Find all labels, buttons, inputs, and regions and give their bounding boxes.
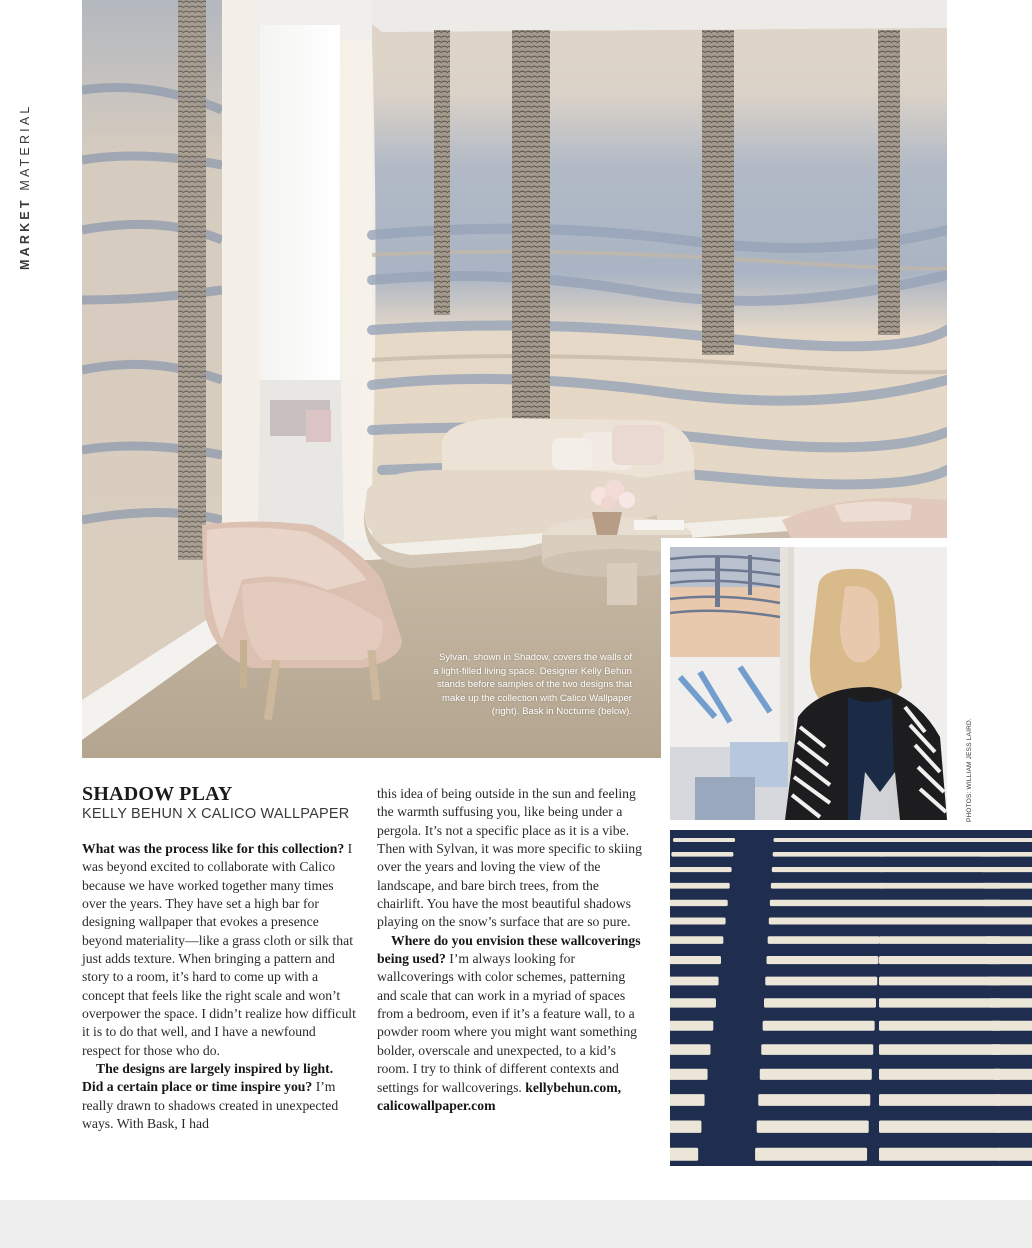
pattern-stripe xyxy=(981,867,1032,872)
pattern-stripe xyxy=(879,1021,1001,1031)
pattern-stripe xyxy=(764,998,876,1007)
article-column-1 xyxy=(82,840,357,1134)
photo-credit: PHOTOS: WILLIAM JESS LAIRD. xyxy=(966,718,973,822)
answer-3: I’m always looking for wallcoverings with color schemes, patterning and scale that can work in a myriad of spaces from a bedroom, even if it’s a feature wall, to a powder room where you might want something bolder, overscale and unexpected, to a kid’s room. I try to think of different contexts and settings for wallcoverings. xyxy=(377,951,638,1095)
bask-nocturne-sample-photo xyxy=(670,830,1032,1166)
pattern-stripe xyxy=(670,1021,713,1031)
pattern-stripe xyxy=(761,1044,873,1055)
pattern-stripe xyxy=(757,1120,869,1132)
pattern-stripe xyxy=(879,1044,1001,1055)
section-label xyxy=(18,70,32,270)
pattern-stripe xyxy=(879,956,1001,964)
answer-1: I was beyond excited to collaborate with Calico because we have worked together many times over the years. They have set a high bar for designing wallpaper that evokes a presence beyond materiality—like a grass cloth or silk that just adds texture. When bringing a pattern and story to a room, it’s hard to come up with a concept that feels like the right scale and won’t overpower the space. I didn’t realize how difficult it is to do that well, and I have a newfound respect for those who do. xyxy=(82,841,356,1058)
article-column-2 xyxy=(377,785,647,1115)
pattern-stripe xyxy=(985,936,1032,944)
pattern-stripe xyxy=(993,1069,1032,1080)
pattern-stripe xyxy=(879,918,1001,925)
pattern-stripe xyxy=(879,1148,1001,1161)
designer-portrait-photo xyxy=(670,547,947,820)
pattern-stripe xyxy=(879,977,1001,986)
pattern-stripe xyxy=(771,883,883,889)
pattern-stripe xyxy=(879,1069,1001,1080)
question-1: What was the process like for this collection? xyxy=(82,841,345,856)
article-subhead: KELLY BEHUN X CALICO WALLPAPER xyxy=(82,806,350,822)
answer-2-end: this idea of being outside in the sun and feeling the warmth suffusing you, like being under a pergola. It’s not a specific place as it is a vibe. Then with Sylvan, it was more specific to skiing over the years and loving the view of the landscape, and bare birch trees, from the chairlift. You have the most beautiful shadows playing on the snow’s surface that are so pure. xyxy=(377,786,642,930)
pattern-stripe xyxy=(986,956,1032,964)
pattern-stripe xyxy=(879,998,1001,1007)
pattern-stripe xyxy=(768,936,880,944)
website-links: kellybehun.com, calicowallpaper.com xyxy=(377,1079,622,1113)
pattern-stripe xyxy=(980,852,1032,857)
pattern-stripe xyxy=(670,1094,705,1106)
pattern-stripe xyxy=(670,918,726,925)
pattern-stripe xyxy=(773,852,885,857)
answer-2-start: I’m really drawn to shadows created in unexpected ways. With Bask, I had xyxy=(82,1079,339,1132)
pattern-stripe xyxy=(760,1069,872,1080)
pattern-stripe xyxy=(767,956,879,964)
pattern-stripe xyxy=(670,900,728,906)
pattern-stripe xyxy=(673,838,735,842)
pattern-stripe xyxy=(755,1148,867,1161)
pattern-stripe xyxy=(774,838,886,842)
pattern-stripe xyxy=(996,1120,1032,1132)
photo-caption: Sylvan, shown in Shadow, covers the walls of a light-filled living space. Designer Kelly Behun stands before samples of the two designs that make up the collection with Calico Wallpaper (right). Bask in Nocturne (below). xyxy=(433,652,632,717)
pattern-stripe xyxy=(670,1044,710,1055)
pattern-stripe xyxy=(670,998,716,1007)
section-label-bold: MARKET xyxy=(18,197,32,270)
pattern-stripe xyxy=(670,1069,708,1080)
question-3: Where do you envision these wallcoverings being used? xyxy=(377,932,641,967)
pattern-stripe xyxy=(772,867,884,872)
pattern-stripe xyxy=(879,900,1001,906)
pattern-stripe xyxy=(765,977,877,986)
pattern-stripe xyxy=(763,1021,875,1031)
pattern-stripe xyxy=(988,977,1032,986)
pattern-stripe xyxy=(670,977,719,986)
pattern-stripe xyxy=(769,918,881,925)
pattern-stripe xyxy=(979,838,1032,842)
pattern-stripe xyxy=(758,1094,870,1106)
pattern-stripe xyxy=(984,918,1032,925)
pattern-stripe xyxy=(671,852,733,857)
pattern-stripe xyxy=(992,1044,1032,1055)
question-2: The designs are largely inspired by light. Did a certain place or time inspire you? xyxy=(82,1061,334,1095)
pattern-stripe xyxy=(982,883,1032,889)
pattern-stripe xyxy=(670,883,730,889)
pattern-stripe xyxy=(670,936,723,944)
pattern-stripe xyxy=(670,867,732,872)
pattern-stripe xyxy=(670,956,721,964)
pattern-stripe xyxy=(770,900,882,906)
page-bottom-margin xyxy=(0,1200,1032,1248)
pattern-stripe xyxy=(995,1094,1032,1106)
pattern-stripe xyxy=(879,1094,1001,1106)
pattern-stripe xyxy=(998,1148,1032,1161)
pattern-stripe xyxy=(989,998,1032,1007)
pattern-stripe xyxy=(879,1120,1001,1132)
pattern-stripe xyxy=(670,1120,701,1132)
pattern-stripe xyxy=(670,1148,698,1161)
article-headline: SHADOW PLAY xyxy=(82,783,233,805)
pattern-stripe xyxy=(983,900,1032,906)
section-label-rest: MATERIAL xyxy=(18,103,32,191)
pattern-stripe xyxy=(990,1021,1032,1031)
pattern-stripe xyxy=(879,936,1001,944)
